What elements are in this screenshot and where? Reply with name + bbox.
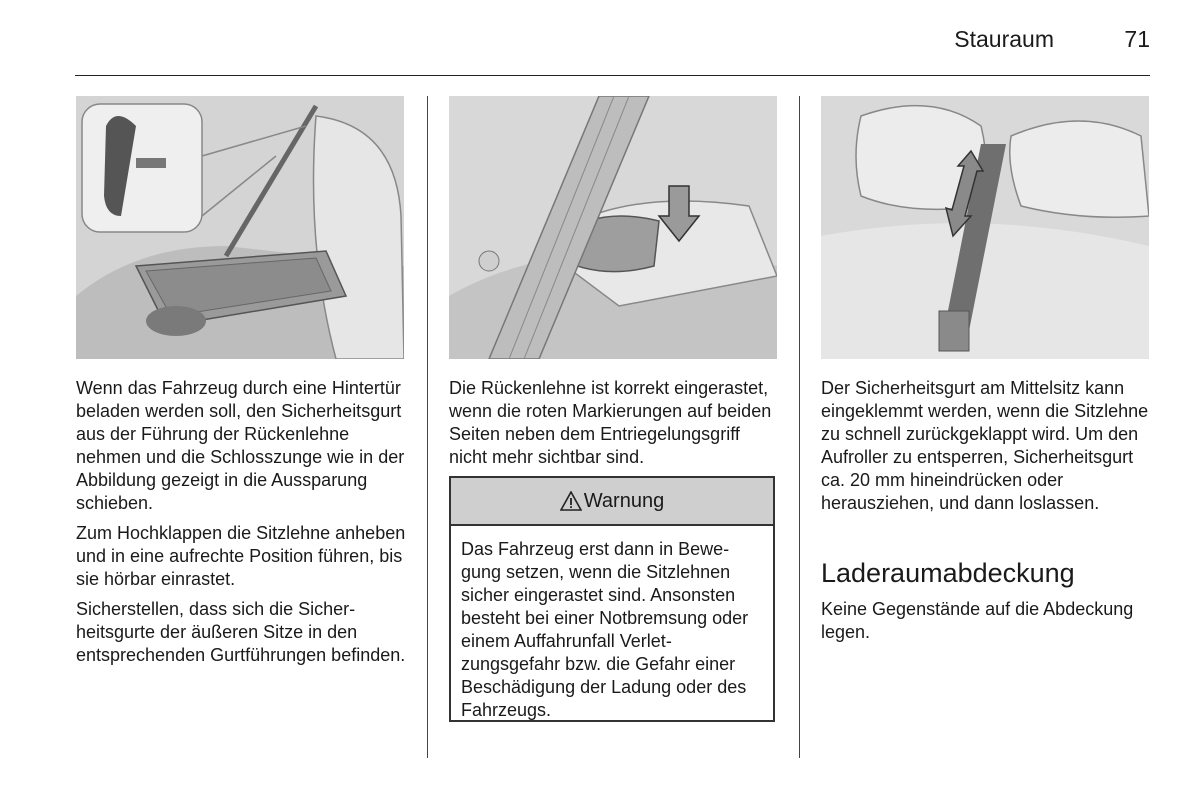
paragraph: Die Rückenlehne ist korrekt eingerastet, wenn die roten Markierungen auf beiden Seiten neben dem Entriegelungsgriff nicht mehr sichtbar sind. bbox=[449, 378, 772, 467]
page-number: 71 bbox=[1124, 26, 1150, 52]
figure-seat-folded bbox=[76, 96, 404, 359]
paragraph: Wenn das Fahrzeug durch eine Hintertür beladen werden soll, den Sicherheitsgurt aus der Führung der Rückenlehne nehmen und die Schlosszunge wie in der Abbildung gezeigt in die Aussparung schieben. bbox=[76, 378, 405, 513]
figure-middle-belt bbox=[821, 96, 1149, 359]
paragraph: Zum Hochklappen die Sitzlehne anheben und in eine aufrechte Position führen, bis sie hörbar einrastet. bbox=[76, 523, 406, 589]
section-text bbox=[821, 598, 1151, 651]
figure-release-handle bbox=[449, 96, 777, 359]
figure-seat-folded-drawing bbox=[76, 96, 404, 359]
column-2-text bbox=[449, 377, 779, 476]
header-rule bbox=[75, 75, 1150, 76]
paragraph: Sicherstellen, dass sich die Sicherheitsgurte der äußeren Sitze in den entsprechenden Gurtführungen befinden. bbox=[76, 599, 406, 665]
column-divider-1 bbox=[427, 96, 428, 758]
column-divider-2 bbox=[799, 96, 800, 758]
column-3-text bbox=[821, 377, 1151, 522]
warning-triangle-icon bbox=[560, 491, 582, 511]
warning-body: Das Fahrzeug erst dann in Bewegung setzen, wenn die Sitzlehnen sicher eingerastet sind. Ansonsten besteht bei einer Notbremsung oder einem Auffahrunfall Verletzungsgefahr bzw. die Gefahr einer Beschädigung der Ladung oder des Fahrzeugs. bbox=[461, 539, 749, 720]
section-heading: Laderaumabdeckung bbox=[821, 558, 1075, 588]
warning-header bbox=[451, 478, 773, 526]
paragraph: Keine Gegenstände auf die Abdeckung legen. bbox=[821, 599, 1134, 642]
section-title: Stauraum bbox=[954, 26, 1054, 52]
figure-middle-belt-drawing bbox=[821, 96, 1149, 359]
column-1-text bbox=[76, 377, 406, 674]
warning-box bbox=[449, 476, 775, 722]
paragraph: Der Sicherheitsgurt am Mittelsitz kann eingeklemmt werden, wenn die Sitzlehne zu schnell zurückgeklappt wird. Um den Aufroller zu entsperren, Sicherheitsgurt ca. 20 mm hineindrücken oder herausziehen, und dann loslassen. bbox=[821, 378, 1149, 513]
figure-release-handle-drawing bbox=[449, 96, 777, 359]
warning-title: Warnung bbox=[583, 489, 665, 512]
